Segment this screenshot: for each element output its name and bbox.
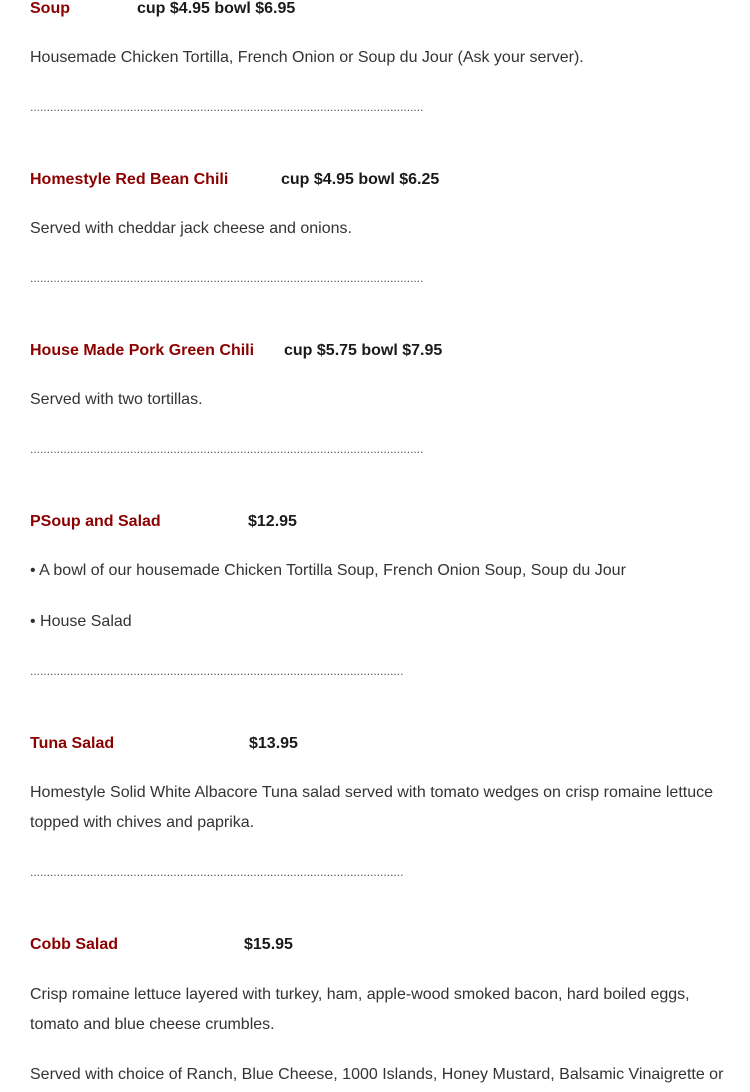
menu-item-name: Cobb Salad bbox=[30, 936, 119, 953]
menu-item-description: Housemade Chicken Tortilla, French Onion or Soup du Jour (Ask your server). bbox=[30, 49, 584, 66]
menu-item-header bbox=[30, 511, 730, 533]
separator-dots: ...................................................................................................................... bbox=[30, 271, 424, 285]
menu-item-name: Tuna Salad bbox=[30, 735, 115, 752]
menu-item-description: Served with cheddar jack cheese and onions. bbox=[30, 220, 352, 237]
menu-item-description: • House Salad bbox=[30, 613, 132, 630]
separator-dots: ...................................................................................................................... bbox=[30, 100, 424, 114]
menu-item-name: Soup bbox=[30, 0, 70, 17]
menu-item-description: Crisp romaine lettuce layered with turkey, ham, apple-wood smoked bacon, hard boiled eggs, tomato and blue cheese crumbles. bbox=[30, 986, 690, 1033]
menu-item-tuna-salad bbox=[30, 733, 730, 879]
menu-item-price: $13.95 bbox=[249, 735, 298, 752]
separator-dots: ...................................................................................................................... bbox=[30, 442, 424, 456]
menu-item-price: $12.95 bbox=[248, 513, 297, 530]
menu-item-price: cup $4.95 bowl $6.95 bbox=[137, 0, 296, 17]
menu-item-header bbox=[30, 340, 730, 362]
menu-item-name: House Made Pork Green Chili bbox=[30, 342, 255, 359]
menu-item-description: • A bowl of our housemade Chicken Tortilla Soup, French Onion Soup, Soup du Jour bbox=[30, 562, 626, 579]
menu-item-name: Homestyle Red Bean Chili bbox=[30, 171, 229, 188]
menu-item-soup bbox=[30, 0, 730, 114]
menu-item-soup-and-salad bbox=[30, 511, 730, 678]
menu-item-red-bean-chili bbox=[30, 169, 730, 285]
separator-dots: ................................................................................................................ bbox=[30, 865, 404, 879]
menu-item-description: Homestyle Solid White Albacore Tuna salad served with tomato wedges on crisp romaine lettuce topped with chives and paprika. bbox=[30, 784, 714, 831]
menu-item-cobb-salad bbox=[30, 934, 730, 1083]
menu-item-description: Served with choice of Ranch, Blue Cheese, 1000 Islands, Honey Mustard, Balsamic Vinaigrette or bbox=[30, 1066, 724, 1083]
menu-item-price: cup $4.95 bowl $6.25 bbox=[281, 171, 440, 188]
menu-item-header bbox=[30, 0, 730, 20]
menu-item-header bbox=[30, 934, 730, 956]
menu-item-description: Served with two tortillas. bbox=[30, 391, 203, 408]
separator-dots: ................................................................................................................ bbox=[30, 664, 404, 678]
menu-item-pork-green-chili bbox=[30, 340, 730, 456]
menu-item-header bbox=[30, 733, 730, 755]
menu-item-price: $15.95 bbox=[244, 936, 293, 953]
menu-item-name: PSoup and Salad bbox=[30, 513, 161, 530]
menu-item-header bbox=[30, 169, 730, 191]
menu-item-price: cup $5.75 bowl $7.95 bbox=[284, 342, 443, 359]
